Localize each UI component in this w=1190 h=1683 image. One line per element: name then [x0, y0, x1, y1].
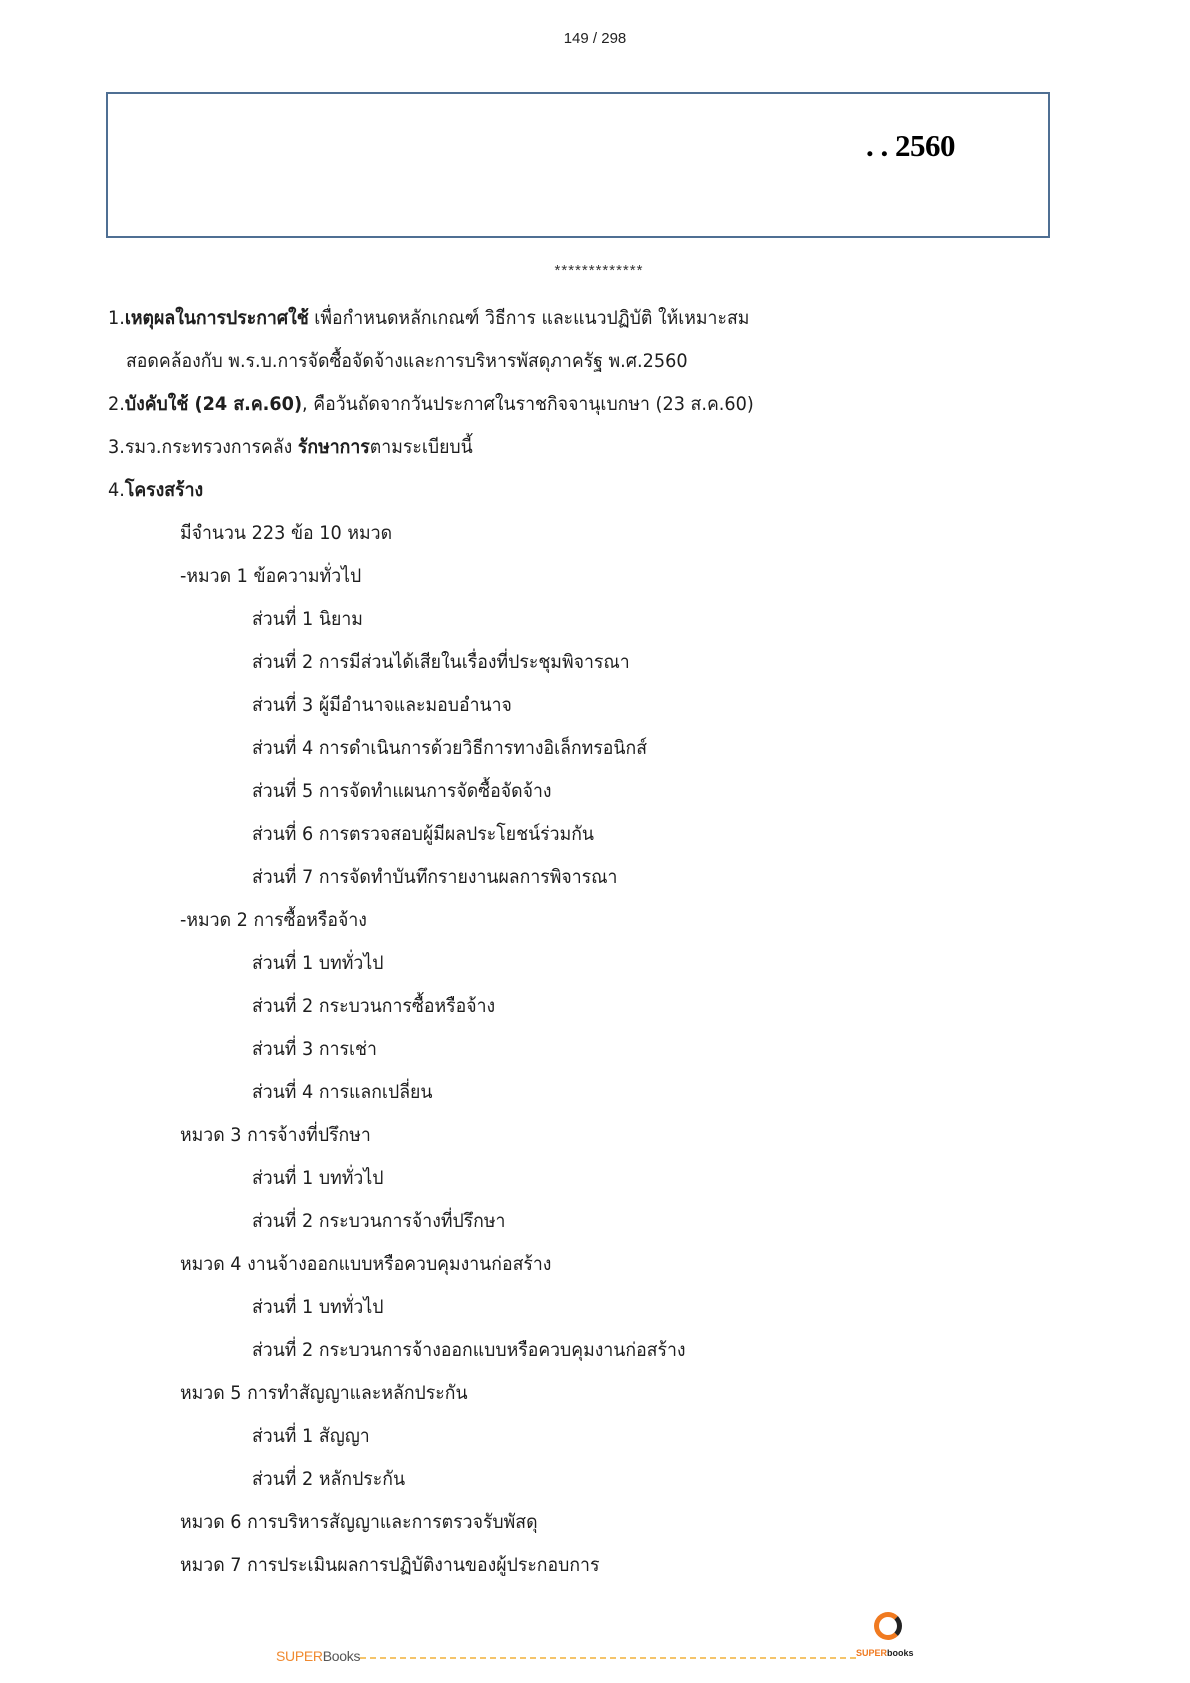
- chapter-3-part-1: ส่วนที่ 1 บททั่วไป: [252, 1167, 384, 1189]
- chapter-1-part-3: ส่วนที่ 3 ผู้มีอำนาจและมอบอำนาจ: [252, 694, 512, 716]
- page-indicator: 149 / 298: [563, 30, 627, 47]
- chapter-1-part-7: ส่วนที่ 7 การจัดทำบันทึกรายงานผลการพิจารณา: [252, 866, 618, 888]
- chapter-5-part-2: ส่วนที่ 2 หลักประกัน: [252, 1468, 406, 1490]
- chapter-2-part-2: ส่วนที่ 2 กระบวนการซื้อหรือจ้าง: [252, 995, 496, 1017]
- chapter-7: หมวด 7 การประเมินผลการปฏิบัติงานของผู้ประกอบการ: [180, 1554, 600, 1576]
- chapter-2-part-1: ส่วนที่ 1 บททั่วไป: [252, 952, 384, 974]
- chapter-6: หมวด 6 การบริหารสัญญาและการตรวจรับพัสดุ: [180, 1511, 538, 1533]
- chapter-3-part-2: ส่วนที่ 2 กระบวนการจ้างที่ปรึกษา: [252, 1210, 506, 1232]
- chapter-2-part-3: ส่วนที่ 3 การเช่า: [252, 1038, 377, 1060]
- chapter-2: -หมวด 2 การซื้อหรือจ้าง: [180, 909, 367, 931]
- chapter-1-part-1: ส่วนที่ 1 นิยาม: [252, 608, 363, 630]
- chapter-3: หมวด 3 การจ้างที่ปรึกษา: [180, 1124, 371, 1146]
- logo-swoosh-icon: [874, 1612, 902, 1640]
- chapter-4-part-2: ส่วนที่ 2 กระบวนการจ้างออกแบบหรือควบคุมงานก่อสร้าง: [252, 1339, 686, 1361]
- item-4-heading: โครงสร้าง: [124, 479, 204, 501]
- chapter-1: -หมวด 1 ข้อความทั่วไป: [180, 565, 362, 587]
- chapter-5: หมวด 5 การทำสัญญาและหลักประกัน: [180, 1382, 468, 1404]
- item-3-heading: รักษาการ: [297, 436, 370, 458]
- item-4-structure: 4.โครงสร้าง: [108, 479, 204, 501]
- chapter-1-part-2: ส่วนที่ 2 การมีส่วนได้เสียในเรื่องที่ประชุมพิจารณา: [252, 651, 630, 673]
- item-3-minister: 3.รมว.กระทรวงการคลัง รักษาการตามระเบียบนี้: [108, 436, 473, 458]
- structure-summary: มีจำนวน 223 ข้อ 10 หมวด: [180, 522, 393, 544]
- logo-text: SUPERbooks: [856, 1648, 914, 1658]
- item-1-continuation: สอดคล้องกับ พ.ร.บ.การจัดซื้อจัดจ้างและการบริหารพัสดุภาครัฐ พ.ศ.2560: [126, 350, 688, 372]
- footer: [276, 1640, 916, 1670]
- superbooks-logo-icon: [856, 1612, 916, 1668]
- chapter-2-part-4: ส่วนที่ 4 การแลกเปลี่ยน: [252, 1081, 433, 1103]
- chapter-1-part-5: ส่วนที่ 5 การจัดทำแผนการจัดซื้อจัดจ้าง: [252, 780, 552, 802]
- chapter-4: หมวด 4 งานจ้างออกแบบหรือควบคุมงานก่อสร้าง: [180, 1253, 552, 1275]
- title-year-text: . . 2560: [866, 128, 955, 163]
- chapter-1-part-4: ส่วนที่ 4 การดำเนินการด้วยวิธีการทางอิเล็กทรอนิกส์: [252, 737, 647, 759]
- item-2-effective: 2.บังคับใช้ (24 ส.ค.60), คือวันถัดจากวันประกาศในราชกิจจานุเบกษา (23 ส.ค.60): [108, 393, 754, 415]
- item-1-heading: เหตุผลในการประกาศใช้: [124, 307, 309, 329]
- item-2-heading: บังคับใช้ (24 ส.ค.60): [124, 393, 303, 415]
- chapter-5-part-1: ส่วนที่ 1 สัญญา: [252, 1425, 370, 1447]
- title-box: [106, 92, 1050, 238]
- separator-stars: *************: [554, 262, 644, 279]
- item-1-reason: 1.เหตุผลในการประกาศใช้ เพื่อกำหนดหลักเกณฑ์ วิธีการ และแนวปฏิบัติ ให้เหมาะสม: [108, 307, 750, 329]
- chapter-4-part-1: ส่วนที่ 1 บททั่วไป: [252, 1296, 384, 1318]
- footer-dashed-rule: [360, 1657, 856, 1659]
- footer-brand-text: SUPERBooks: [276, 1648, 361, 1664]
- chapter-1-part-6: ส่วนที่ 6 การตรวจสอบผู้มีผลประโยชน์ร่วมกัน: [252, 823, 595, 845]
